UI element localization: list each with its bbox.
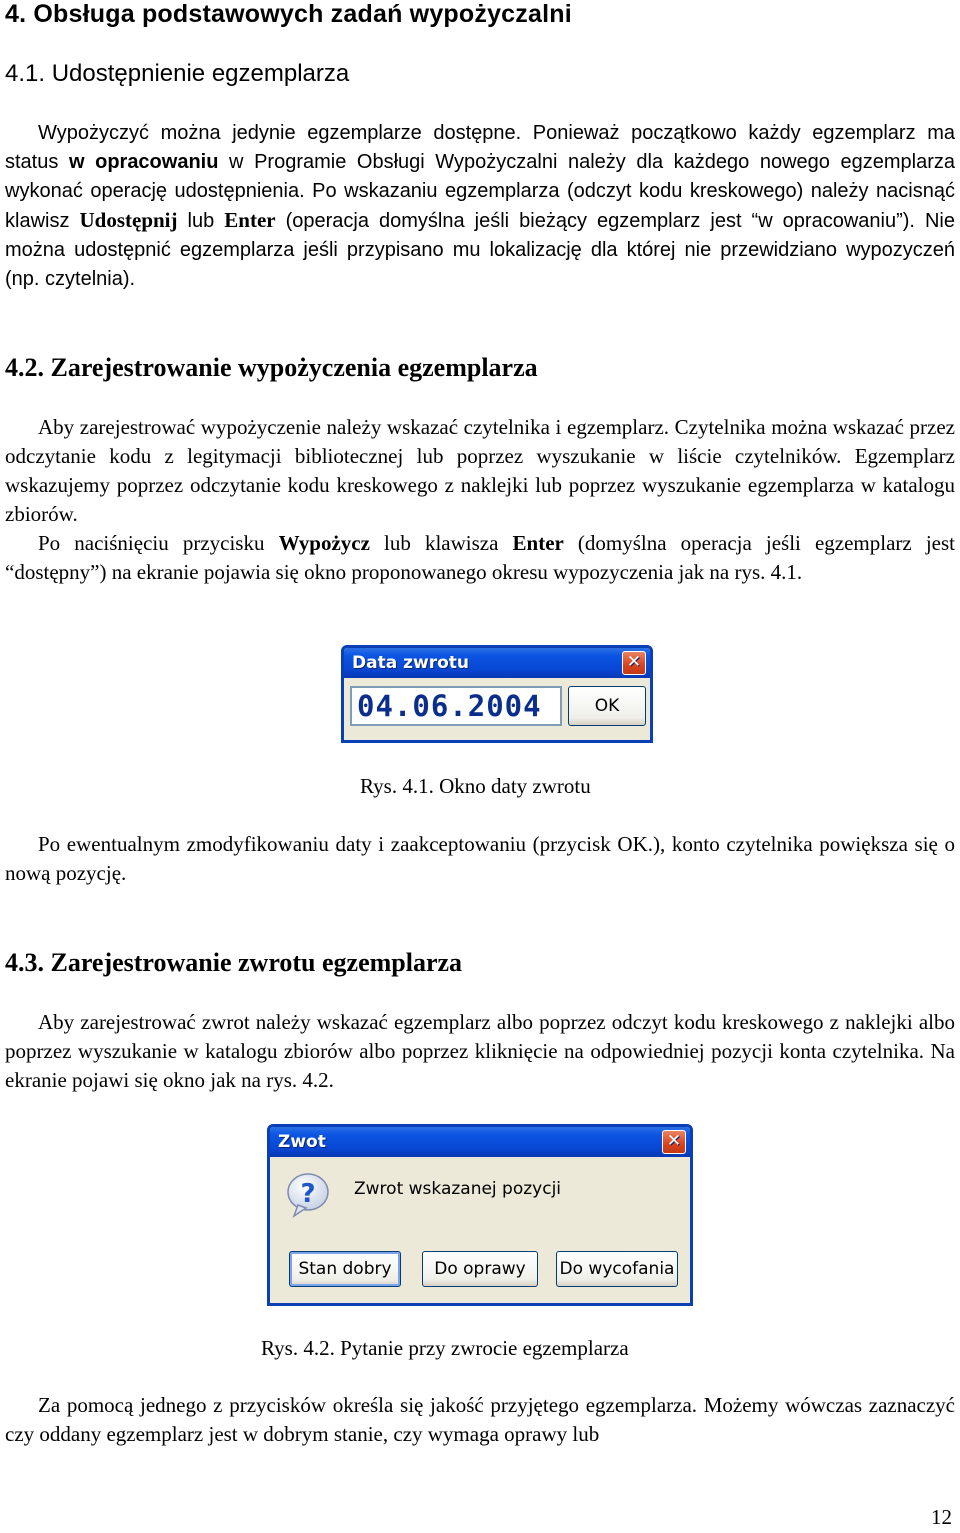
return-date-field[interactable]: 04.06.2004	[350, 686, 562, 726]
close-icon[interactable]: ✕	[622, 651, 646, 675]
withdraw-button[interactable]: Do wycofania	[556, 1251, 678, 1287]
close-icon[interactable]: ✕	[662, 1130, 686, 1154]
section-heading-4-2: 4.2. Zarejestrowanie wypożyczenia egzemplarza	[5, 353, 538, 382]
svg-text:?: ?	[300, 1179, 316, 1209]
figure-caption-4-2: Rys. 4.2. Pytanie przy zwrocie egzemplarza	[261, 1336, 629, 1360]
bold-term: Wypożycz	[278, 531, 370, 555]
dialog-message: Zwrot wskazanej pozycji	[354, 1179, 562, 1199]
paragraph-4-2-c: Po ewentualnym zmodyfikowaniu daty i zaakceptowaniu (przycisk OK.), konto czytelnika powiększa się o nową pozycję.	[5, 832, 955, 885]
to-binding-button[interactable]: Do oprawy	[422, 1251, 538, 1287]
question-icon	[284, 1171, 332, 1219]
window-title: Zwot	[278, 1132, 326, 1152]
section-heading-4-3: 4.3. Zarejestrowanie zwrotu egzemplarza	[5, 948, 463, 977]
paragraph-4-2-b: Po naciśnięciu przycisku Wypożycz lub klawisza Enter (domyślna operacja jeśli egzemplarz jest “dostępny”) na ekranie pojawia się okno proponowanego okresu wypozyczenia jak na rys. 4.1.	[5, 531, 955, 584]
paragraph-4-1: Wypożyczyć można jedynie egzemplarze dostępne. Ponieważ początkowo każdy egzemplarz ma status w opracowaniu w Programie Obsługi Wypożyczalni należy dla każdego nowego egzemplarza wykonać operację udostępnienia. Po wskazaniu egzemplarza (odczyt kodu kreskowego) należy nacisnąć klawisz Udostępnij lub Enter (operacja domyślna jeśli bieżący egzemplarz jest “w opracowaniu”). Nie można udostępnić egzemplarza jeśli przypisano mu lokalizację dla której nie przewidziano wypozyczeń (np. czytelnia).	[5, 122, 956, 290]
return-dialog-window	[267, 1124, 693, 1306]
good-condition-button[interactable]: Stan dobry	[289, 1251, 401, 1287]
window-body	[344, 678, 650, 740]
section-heading-4-1: 4.1. Udostępnienie egzemplarza	[5, 60, 350, 87]
chapter-heading: 4. Obsługa podstawowych zadań wypożyczalni	[5, 0, 572, 28]
page-number: 12	[931, 1505, 952, 1529]
bold-term: w opracowaniu	[68, 151, 219, 173]
bold-term: Udostępnij	[79, 208, 178, 232]
window-titlebar	[270, 1127, 690, 1157]
bold-term: Enter	[512, 531, 564, 555]
figure-caption-4-1: Rys. 4.1. Okno daty zwrotu	[360, 774, 591, 798]
date-return-window	[341, 645, 653, 743]
window-titlebar	[344, 648, 650, 678]
paragraph-4-3-a: Aby zarejestrować zwrot należy wskazać egzemplarz albo poprzez odczyt kodu kreskowego z naklejki albo poprzez wyszukanie w katalogu zbiorów albo poprzez kliknięcie na odpowiedniej pozycji konta czytelnika. Na ekranie pojawi się okno jak na rys. 4.2.	[5, 1010, 955, 1092]
bold-term: Enter	[224, 208, 276, 232]
window-title: Data zwrotu	[352, 653, 469, 673]
paragraph-4-2-a: Aby zarejestrować wypożyczenie należy wskazać czytelnika i egzemplarz. Czytelnika można wskazać przez odczytanie kodu z legitymacji bibliotecznej lub poprzez wyszukanie w liście czytelników. Egzemplarz wskazujemy poprzez odczytanie kodu kreskowego z naklejki lub poprzez wyszukanie egzemplarza w katalogu zbiorów.	[5, 415, 955, 526]
ok-button[interactable]: OK	[568, 686, 646, 726]
paragraph-4-3-b: Za pomocą jednego z przycisków określa się jakość przyjętego egzemplarza. Możemy wówczas zaznaczyć czy oddany egzemplarz jest w dobrym stanie, czy wymaga oprawy lub	[5, 1393, 955, 1446]
window-body	[270, 1157, 690, 1303]
